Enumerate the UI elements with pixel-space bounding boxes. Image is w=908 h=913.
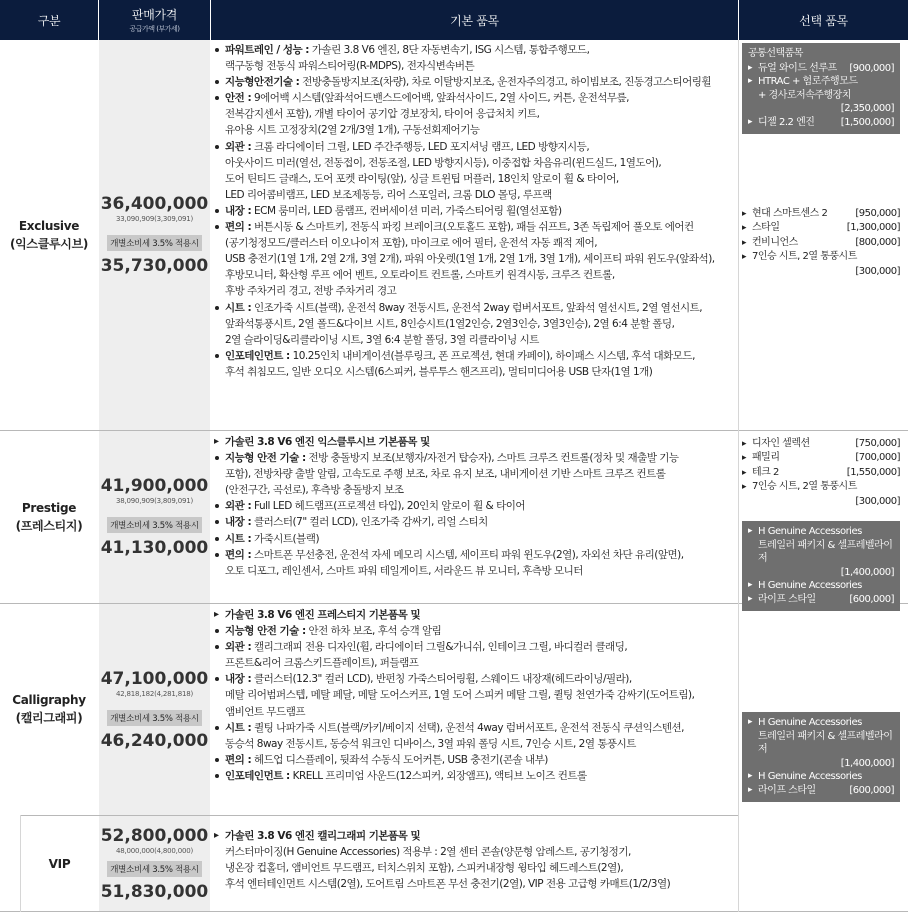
price-exclusive: 36,400,000 33,090,909(3,309,091) 개별소비세 3.5% 적용시 35,730,000 <box>99 40 210 430</box>
prestige-basic-items: ▸ 가솔린 3.8 V6 엔진 익스클루시브 기본품목 및 지능형 안전 기술 : 전방 충돌방지 보조(보행자/자전거 탑승자), 스마트 크루즈 컨트롤(정차 및 재출발 기능 포함), 전방차량 출발 알림, 고속도로 주행 보조, 차로 유지 보조, 내비게이션 기반 스마트 크루즈 컨트롤 (안전구간, 곡선로), 후측방 충돌방지 보조 외관 : Full LED 헤드램프(프로젝션 타입), 20인치 알로이 휠 & 타이어 내장 : 클러스터(7" 컬러 LCD), 인조가죽 감싸기, 리얼 스티치 시트 : 가죽시트(블랙) 편의 : 스마트폰 무선충전, 운전석 자세 메모리 시스템, 세이프티 파워 윈도우(2열), 자외선 차단 유리(앞면), 오토 디포그, 레인센서, 스마트 파워 테일게이트, 서라운드 뷰 모니터, 후측방 모니터 <box>214 434 738 579</box>
feature-line: 2열 슬라이딩&리클라이닝 시트, 3열 6:4 분할 폴딩, 3열 리클라이닝 시트 <box>225 333 539 346</box>
feature-item: 내장 : 클러스터(7" 컬러 LCD), 인조가죽 감싸기, 리얼 스티치 <box>214 514 738 530</box>
feature-line: LED 리어콤비램프, LED 보조제동등, 리어 스포일러, 크롬 DLO 몰딩, 루프랙 <box>225 188 552 201</box>
feature-item: 시트 : 인조가죽 시트(블랙), 운전석 8way 전동시트, 운전석 2way 럼버서포트, 앞좌석 열선시트, 2열 열선시트, <box>214 300 738 316</box>
feature-line: 랙구동형 전동식 파워스티어링(R-MDPS), 전자식변속버튼 <box>225 60 475 73</box>
feature-line: 앞좌석통풍시트, 2열 폴드&다이브 시트, 8인승시트(1열2인승, 2열3인승, 3열3인승), 2열 6:4 분할 폴딩, <box>225 317 675 330</box>
prestige-options: ▸ 디자인 셀렉션 [750,000] ▸ 패밀리 [700,000] ▸ 테크 2 [1,550,000] ▸ 7인승 시트, 2열 통풍시트 [300,000] <box>742 437 900 509</box>
accessories-box-prestige: ▸ H Genuine Accessories 트레일러 패키지 & 셀프레벨라이저 [1,400,000] ▸ H Genuine Accessories ▸ 라이프 스타일 [600,000] <box>742 521 900 611</box>
feature-item: 편의 : 스마트폰 무선충전, 운전석 자세 메모리 시스템, 세이프티 파워 윈도우(2열), 자외선 차단 유리(앞면), <box>214 547 738 563</box>
accessories-box-calligraphy: ▸ H Genuine Accessories 트레일러 패키지 & 셀프레벨라이저 [1,400,000] ▸ H Genuine Accessories ▸ 라이프 스타일 [600,000] <box>742 712 900 802</box>
feature-line: USB 충전기(1열 1개, 2열 2개, 3열 2개), 파워 아웃렛(1열 1개, 2열 1개, 3열 1개), 세이프티 파워 윈도우(앞좌석), <box>225 253 715 266</box>
feature-item: 내장 : ECM 룸미러, LED 룸램프, 컨버세이션 미러, 가죽스티어링 휠(열선포함) <box>214 203 738 219</box>
feature-line: 프론트&리어 크롬스키드플레이트), 퍼들램프 <box>225 657 419 670</box>
feature-item: 외관 : 크롬 라디에이터 그릴, LED 주간주행등, LED 포지셔닝 램프, LED 방향지시등, <box>214 139 738 155</box>
feature-line: (안전구간, 곡선로), 후측방 충돌방지 보조 <box>225 484 404 497</box>
feature-item: 내장 : 클러스터(12.3" 컬러 LCD), 반펀칭 가죽스티어링휠, 스웨이드 내장재(헤드라이닝/필라), <box>214 671 738 687</box>
row-divider <box>0 911 908 912</box>
feature-line: 앰비언트 무드램프 <box>225 705 305 718</box>
feature-item: 편의 : 버튼시동 & 스마트키, 전동식 파킹 브레이크(오토홀드 포함), 패들 쉬프트, 3존 독립제어 풀오토 에어컨 <box>214 219 738 235</box>
common-options-box: 공통선택품목 ▸ 듀얼 와이드 선루프 [900,000] ▸ HTRAC + 험로주행모드 + 경사로저속주행장치 [2,350,000] ▸ 디젤 2.2 엔진 [1,500,000] <box>742 43 900 134</box>
feature-line: 동승석 8way 전동시트, 동승석 워크인 디바이스, 3열 파워 폴딩 시트, 7인승 시트, 2열 통풍시트 <box>225 737 636 750</box>
feature-item: 지능형안전기술 : 전방충돌방지보조(차량), 차로 이탈방지보조, 운전자주의경고, 하이빔보조, 진동경고스티어링휠 <box>214 74 738 90</box>
header-option: 선택 품목 <box>739 0 908 40</box>
feature-line: 유아용 시트 고정장치(2열 2개/3열 1개), 구동선회제어기능 <box>225 124 480 137</box>
price-calligraphy: 47,100,000 42,818,182(4,281,818) 개별소비세 3.5% 적용시 46,240,000 <box>99 604 210 815</box>
feature-line: 오토 디포그, 레인센서, 스마트 파워 테일게이트, 서라운드 뷰 모니터, 후측방 모니터 <box>225 564 583 577</box>
feature-item: 파워트레인 / 성능 : 가솔린 3.8 V6 엔진, 8단 자동변속기, ISG 시스템, 통합주행모드, <box>214 42 738 58</box>
feature-item: 시트 : 가죽시트(블랙) <box>214 531 738 547</box>
feature-line: (공기청정모드/클러스터 이오나이저 포함), 마이크로 에어 필터, 운전석 자동 쾌적 제어, <box>225 237 598 250</box>
feature-line: 전복감지센서 포함), 개별 타이어 공기압 경보장치, 타이어 응급처치 키트, <box>225 108 540 121</box>
feature-line: 도어 틴티드 글래스, 도어 포켓 라이팅(앞), 싱글 트윈팁 머플러, 18인치 알로이 휠 & 타이어, <box>225 172 619 185</box>
price-vip: 52,800,000 48,000,000(4,800,000) 개별소비세 3.5% 적용시 51,830,000 <box>99 816 210 911</box>
feature-item: 인포테인먼트 : 10.25인치 내비게이션(블루링크, 폰 프로젝션, 현대 카페이), 하이패스 시스템, 후석 대화모드, <box>214 348 738 364</box>
header-grade: 구분 <box>0 0 98 40</box>
feature-item: 지능형 안전 기술 : 전방 충돌방지 보조(보행자/자전거 탑승자), 스마트 크루즈 컨트롤(정차 및 재출발 기능 <box>214 450 738 466</box>
feature-line: 후방 주차거리 경고, 전방 주차거리 경고 <box>225 285 397 298</box>
grade-prestige: Prestige (프레스티지) <box>15 500 83 533</box>
feature-line: 포함), 전방차량 출발 알림, 고속도로 주행 보조, 차로 유지 보조, 내비게이션 기반 스마트 크루즈 컨트롤 <box>225 468 666 481</box>
grade-vip: VIP <box>48 856 71 871</box>
price-prestige: 41,900,000 38,090,909(3,809,091) 개별소비세 3.5% 적용시 41,130,000 <box>99 431 210 603</box>
header-basic: 기본 품목 <box>211 0 738 40</box>
feature-item: 안전 : 9에어백 시스템(앞좌석어드밴스드에어백, 앞좌석사이드, 2열 사이드, 커튼, 운전석무릎, <box>214 90 738 106</box>
feature-item: 지능형 안전 기술 : 안전 하차 보조, 후석 승객 알림 <box>214 623 738 639</box>
header-price: 판매가격 공급가액 (부가세) <box>99 0 210 40</box>
feature-item: 편의 : 헤드업 디스플레이, 뒷좌석 수동식 도어커튼, USB 충전기(콘솔 내부) <box>214 752 738 768</box>
feature-item: 외관 : Full LED 헤드램프(프로젝션 타입), 20인치 알로이 휠 & 타이어 <box>214 498 738 514</box>
feature-line: 후석 취침모드, 일반 오디오 시스템(6스피커, 블루투스 핸즈프리), 멀티미디어용 USB 단자(1열 1개) <box>225 365 653 378</box>
exclusive-basic-items <box>214 42 738 380</box>
feature-line: 아웃사이드 미러(열선, 전동접이, 전동조절, LED 방향지시등), 이중접합 차음유리(윈드실드, 1열도어), <box>225 156 662 169</box>
grade-exclusive: Exclusive (익스클루시브) <box>9 219 89 251</box>
feature-item: 시트 : 퀼팅 나파가죽 시트(블랙/카키/베이지 선택), 운전석 4way 럼버서포트, 운전석 전동식 쿠션익스텐션, <box>214 720 738 736</box>
feature-line: 후방모니터, 확산형 루프 에어 벤트, 오토라이트 컨트롤, 스마트키 원격시동, 크루즈 컨트롤, <box>225 269 615 282</box>
grade-calligraphy: Calligraphy (캘리그래피) <box>12 693 86 725</box>
column-divider <box>738 40 739 912</box>
feature-line: 메탈 리어범퍼스텝, 메탈 페달, 메탈 도어스커프, 1열 도어 스피커 메탈 그릴, 퀼팅 천연가죽 감싸기(도어트림), <box>225 689 695 702</box>
exclusive-options: ▸ 현대 스마트센스 2 [950,000] ▸ 스타일 [1,300,000] ▸ 컨비니언스 [800,000] ▸ 7인승 시트, 2열 통풍시트 [300,000] <box>742 207 900 279</box>
feature-item: 인포테인먼트 : KRELL 프리미엄 사운드(12스피커, 외장앰프), 액티브 노이즈 컨트롤 <box>214 768 738 784</box>
feature-item: 외관 : 캘리그래피 전용 디자인(휠, 라디에이터 그릴&가니쉬, 인테이크 그릴, 바디컬러 클래딩, <box>214 639 738 655</box>
vip-basic-items: ▸ 가솔린 3.8 V6 엔진 캘리그래피 기본품목 및 커스터마이징(H Genuine Accessories) 적용부 : 2열 센터 콘솔(양문형 암레스트, 공기청정기, 냉온장 컵홀더, 앰비언트 무드램프, 터치스위치 포함), 스피커내장형 윙타입 헤드레스트(2열), 후석 엔터테인먼트 시스템(2열), 도어트림 스마트폰 무선 충전기(2열), VIP 전용 고급형 카매트(1/2/3열) <box>214 828 738 892</box>
calligraphy-basic-items: ▸ 가솔린 3.8 V6 엔진 프레스티지 기본품목 및 지능형 안전 기술 : 안전 하차 보조, 후석 승객 알림 외관 : 캘리그래피 전용 디자인(휠, 라디에이터 그릴&가니쉬, 인테이크 그릴, 바디컬러 클래딩, 프론트&리어 크롬스키드플레이트), 퍼들램프 내장 : 클러스터(12.3" 컬러 LCD), 반펀칭 가죽스티어링휠, 스웨이드 내장재(헤드라이닝/필라), 메탈 리어범퍼스텝, 메탈 페달, 메탈 도어스커프, 1열 도어 스피커 메탈 그릴, 퀼팅 천연가죽 감싸기(도어트림), 앰비언트 무드램프 시트 : 퀼팅 나파가죽 시트(블랙/카키/베이지 선택), 운전석 4way 럼버서포트, 운전석 전동식 쿠션익스텐션, 동승석 8way 전동시트, 동승석 워크인 디바이스, 3열 파워 폴딩 시트, 7인승 시트, 2열 통풍시트 편의 : 헤드업 디스플레이, 뒷좌석 수동식 도어커튼, USB 충전기(콘솔 내부) 인포테인먼트 : KRELL 프리미엄 사운드(12스피커, 외장앰프), 액티브 노이즈 컨트롤 <box>214 607 738 784</box>
